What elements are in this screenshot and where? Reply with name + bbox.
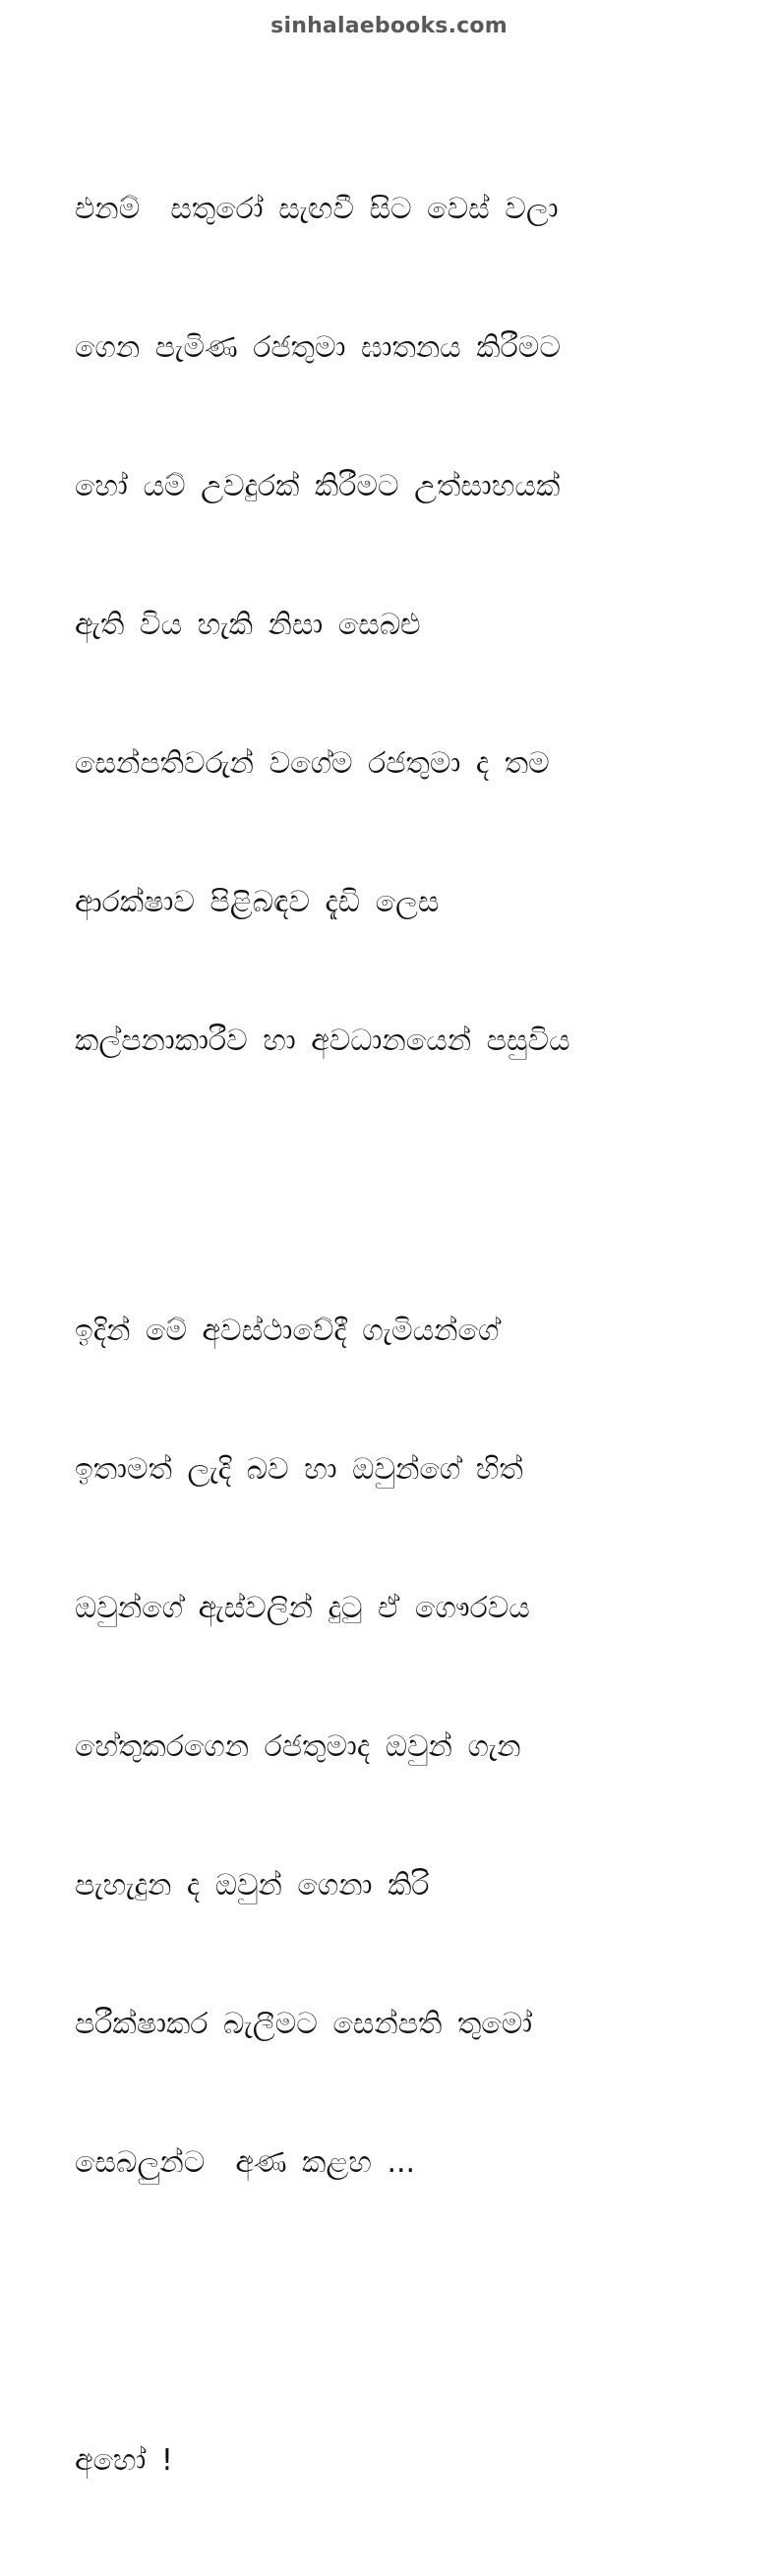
site-watermark: sinhalaebooks.com [270,14,508,38]
text-line: හෝ යම් උවදුරක් කිරීමට උත්සාහයක් [75,469,561,503]
paragraph-2 [75,1215,739,2278]
page-body [0,93,778,2576]
text-line: ඇති විය හැකි නිසා සෙබළු [75,608,421,642]
paragraph-1 [75,93,739,1156]
text-line: ගෙන පැමිණ රජතුමා ඝාතනය කිරීමට [75,330,561,365]
text-line: ආරක්ෂාව පිළිබඳව දැඩි ලෙස [75,885,440,919]
text-line: ඔවුන්ගේ ඇස්වලින් දුටු ඒ ගෞරවය [75,1591,530,1625]
text-line: සෙබලුන්ට අණ කළහ ... [75,2145,416,2180]
text-line: පරීක්ෂාකර බැලීමට සෙන්පති තුමෝ [75,2007,533,2041]
text-line: අහෝ ! [75,2443,173,2478]
text-line: ඉතාමත් ලැදි බව හා ඔවුන්ගේ හිත් [75,1452,523,1487]
text-line: සෙන්පතිවරුන් වගේම රජතුමා ද තම [75,746,550,781]
paragraph-3 [75,2345,739,2576]
text-line: එනම් සතුරෝ සැඟවී සිට වෙස් වලා [75,192,559,226]
text-line: හේතුකරගෙන රජතුමාද ඔවුන් ගැන [75,1729,521,1764]
text-line: කල්පනාකාරීව හා අවධානයෙන් පසුවිය [75,1024,570,1058]
text-line: ඉදින් මේ අවස්ථාවේදී ගැමියන්ගේ [75,1314,500,1348]
text-line: පැහැදුන ද ඔවුන් ගෙනා කිරි [75,1868,430,1903]
